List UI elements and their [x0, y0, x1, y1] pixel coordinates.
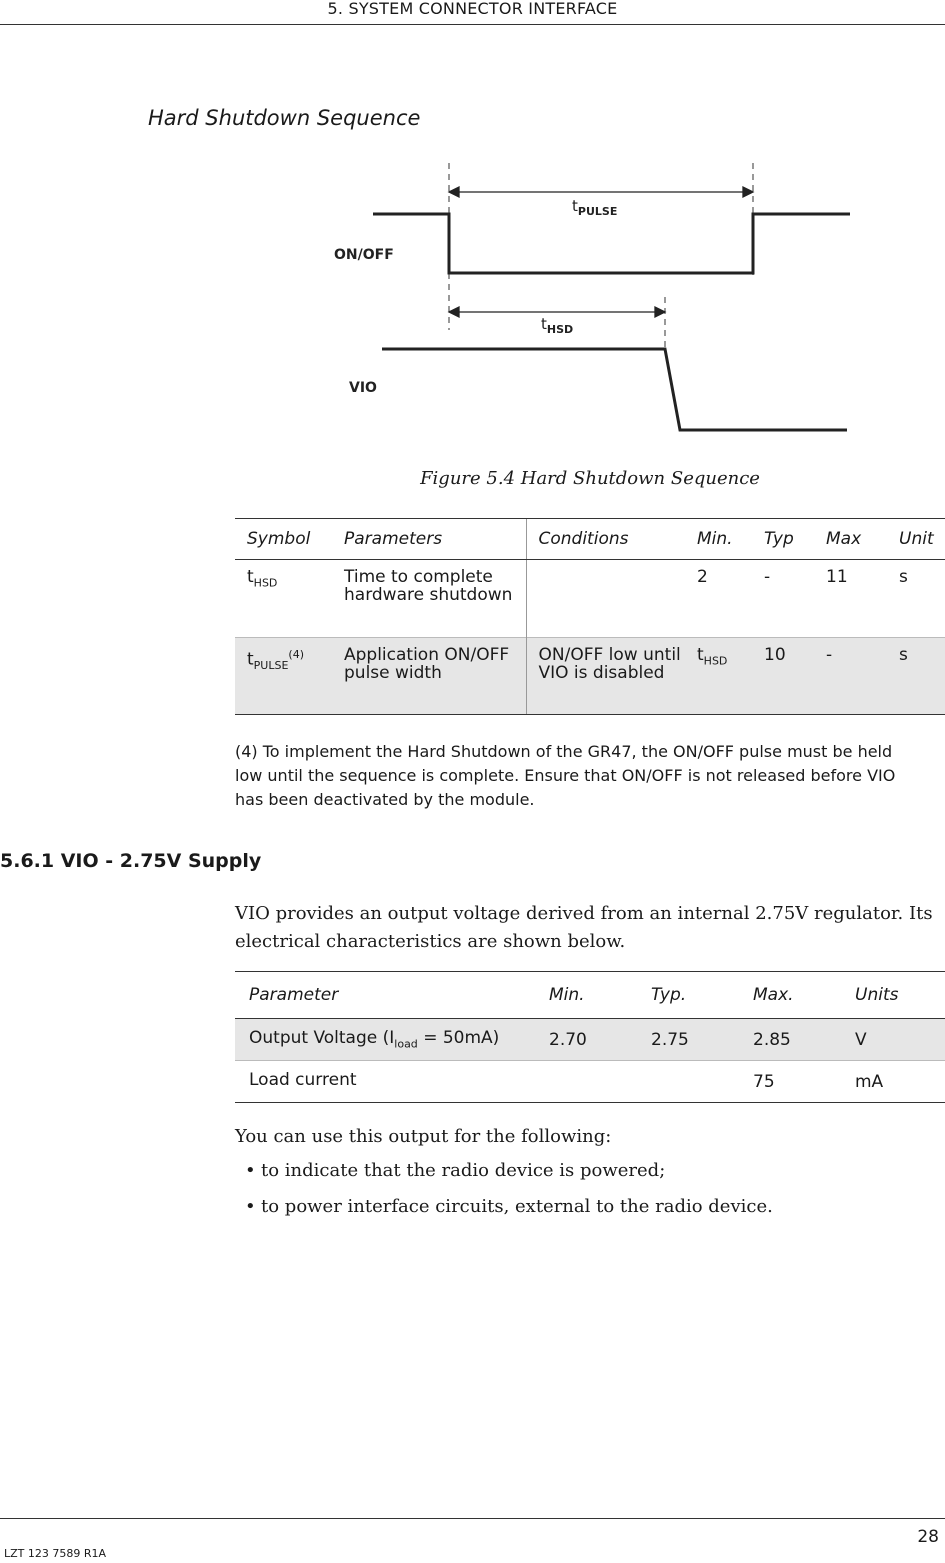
body-paragraph: VIO provides an output voltage derived from an internal 2.75V regulator. Its electrical characteristics are shown below.	[235, 903, 933, 952]
timing-diagram	[0, 0, 945, 470]
cell-parameter: Output Voltage $(I_{load} = 50mA)$	[235, 1019, 535, 1061]
cell-unit: s	[899, 567, 908, 587]
onoff-signal-label: ON/OFF	[334, 247, 394, 263]
cell-min: $t_{HSD}$	[685, 638, 752, 715]
cell-max: 11	[826, 567, 848, 587]
col-header-conditions: Conditions	[526, 519, 685, 560]
table-row	[235, 1061, 945, 1103]
cell-unit: V	[841, 1019, 945, 1061]
onoff-waveform	[373, 214, 850, 273]
cell-symbol: $t_{HSD}$	[247, 567, 278, 590]
col-header-max: Max.	[739, 972, 841, 1019]
thsd-arrow-left	[449, 307, 459, 317]
document-id: LZT 123 7589 R1A	[4, 1547, 107, 1560]
table-row	[235, 560, 945, 638]
table-header-row	[235, 972, 945, 1019]
cell-parameter: Time to complete hardware shutdown	[344, 567, 513, 605]
list-item: • to power interface circuits, external to the radio device.	[245, 1196, 773, 1217]
col-header-symbol: Symbol	[235, 519, 332, 560]
tpulse-arrow-left	[449, 187, 459, 197]
col-header-min: Min.	[685, 519, 752, 560]
thsd-arrow-right	[655, 307, 665, 317]
page-number: 28	[917, 1527, 939, 1547]
cell-min	[535, 1061, 637, 1103]
cell-parameter: Application ON/OFF pulse width	[332, 638, 526, 715]
cell-max: 75	[739, 1061, 841, 1103]
table-row	[235, 638, 945, 715]
col-header-typ: Typ	[752, 519, 814, 560]
hard-shutdown-timing-table	[235, 518, 945, 715]
tpulse-label: $t_{PULSE}$	[572, 197, 618, 218]
col-header-parameters: Parameters	[332, 519, 526, 560]
footnote: (4) To implement the Hard Shutdown of the GR47, the ON/OFF pulse must be held low until the sequence is complete. Ensure that ON/OFF is not released before VIO has been deactivated by the module.	[235, 742, 896, 809]
bullet-glyph: •	[245, 1160, 256, 1181]
table-row	[235, 1019, 945, 1061]
cell-min: 2	[697, 567, 708, 587]
table-header-row	[235, 519, 945, 560]
cell-max: -	[814, 638, 887, 715]
thsd-label: $t_{HSD}$	[541, 315, 574, 336]
vio-waveform	[382, 349, 847, 430]
figure-caption: Figure 5.4 Hard Shutdown Sequence	[420, 468, 760, 489]
col-header-min: Min.	[535, 972, 637, 1019]
cell-unit: s	[887, 638, 945, 715]
cell-typ: 10	[752, 638, 814, 715]
cell-conditions: ON/OFF low until VIO is disabled	[526, 638, 685, 715]
running-header: 5. SYSTEM CONNECTOR INTERFACE	[327, 0, 618, 18]
list-item: • to indicate that the radio device is powered;	[245, 1160, 666, 1181]
col-header-units: Units	[841, 972, 945, 1019]
cell-min: 2.70	[535, 1019, 637, 1061]
cell-typ: 2.75	[637, 1019, 739, 1061]
cell-conditions	[526, 560, 685, 638]
uses-intro: You can use this output for the following:	[235, 1126, 612, 1147]
cell-max: 2.85	[739, 1019, 841, 1061]
col-header-typ: Typ.	[637, 972, 739, 1019]
uses-list	[245, 1160, 773, 1232]
tpulse-arrow-right	[743, 187, 753, 197]
cell-typ: -	[764, 567, 771, 587]
col-header-parameter: Parameter	[235, 972, 535, 1019]
col-header-max: Max	[814, 519, 887, 560]
section-title: Hard Shutdown Sequence	[148, 106, 421, 130]
cell-symbol: $t_{PULSE}^{(4)}$	[235, 638, 332, 715]
cell-unit: mA	[841, 1061, 945, 1103]
bullet-glyph: •	[245, 1196, 256, 1217]
subsection-title: 5.6.1 VIO - 2.75V Supply	[0, 850, 262, 872]
cell-parameter: Load current	[235, 1061, 535, 1103]
footer-rule	[0, 1518, 945, 1519]
vio-characteristics-table	[235, 971, 945, 1103]
vio-signal-label: VIO	[349, 380, 377, 396]
col-header-unit: Unit	[887, 519, 945, 560]
cell-typ	[637, 1061, 739, 1103]
